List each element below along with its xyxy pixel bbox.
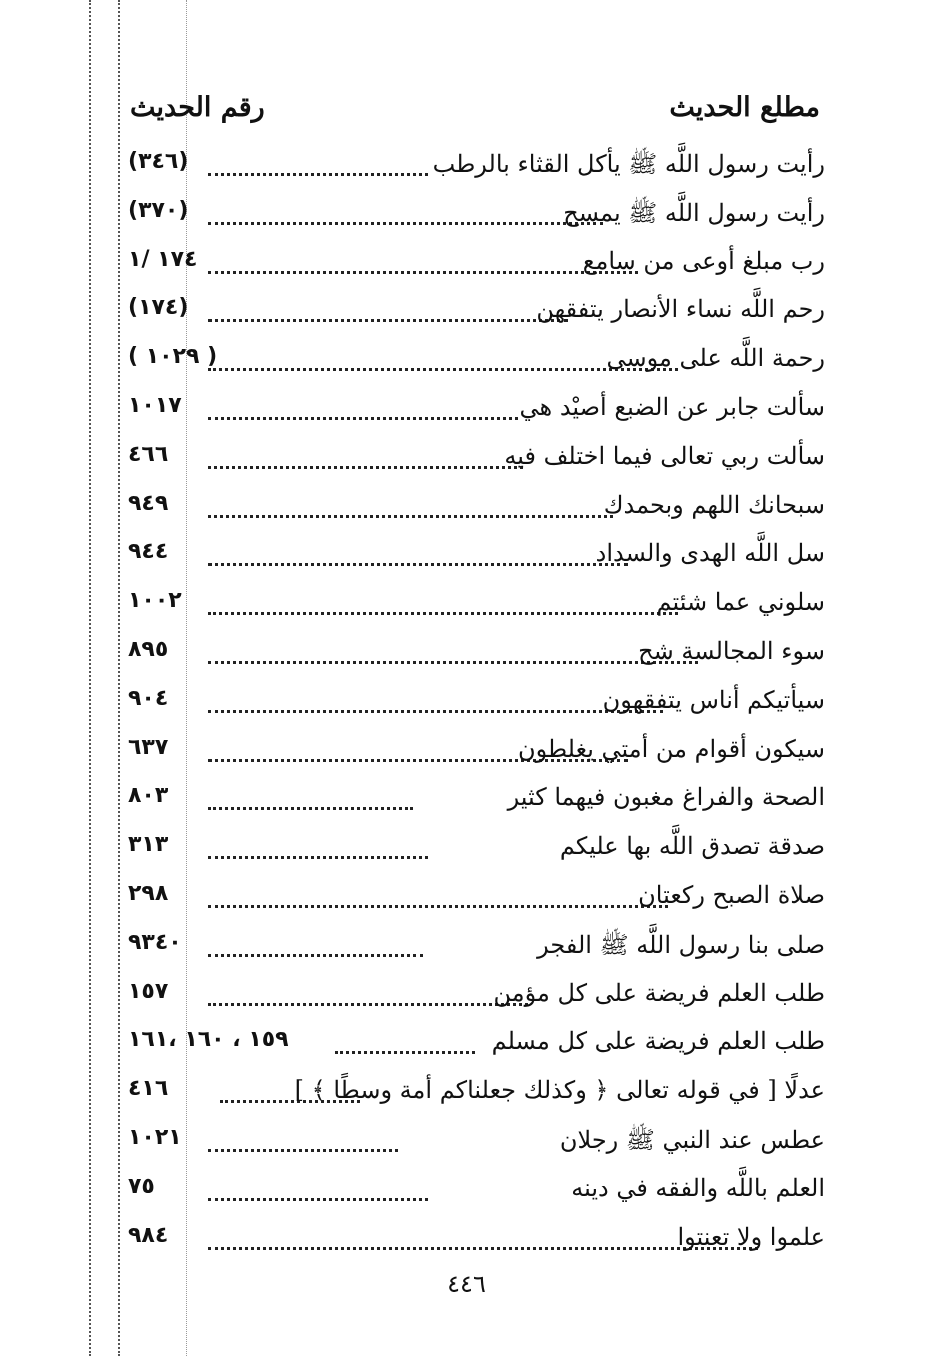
hadith-number: ٨٩٥: [128, 636, 169, 662]
hadith-number: ٩٤٤: [128, 539, 169, 565]
hadith-number: ١٠١٧: [128, 392, 182, 418]
hadith-opening-heading: مطلع الحديث: [669, 92, 820, 123]
index-entry-row: [120, 1021, 825, 1070]
hadith-number: ٦٣٧: [128, 734, 169, 760]
hadith-opening-text: العلم باللَّه والفقه في دينه: [571, 1173, 825, 1202]
hadith-opening-text: سلوني عما شئتم: [656, 588, 825, 617]
hadith-number: ٤٦٦: [128, 441, 169, 467]
index-entry-row: [120, 1119, 825, 1168]
hadith-number: ٩٤٩: [128, 490, 169, 516]
hadith-opening-text: صلى بنا رسول اللَّه ﷺ الفجر: [537, 930, 825, 959]
index-entry-row: [120, 387, 825, 436]
hadith-opening-text: سبحانك اللهم وبحمدك: [603, 490, 825, 519]
dot-leader: [208, 702, 663, 713]
dot-leader: [208, 946, 423, 957]
index-entry-row: [120, 973, 825, 1022]
dot-leader: [208, 214, 603, 225]
hadith-number: ٩٨٤: [128, 1222, 169, 1248]
hadith-opening-text: سيكون أقوام من أمتي يغلطون: [517, 734, 825, 763]
hadith-number: ١٥٧: [128, 978, 169, 1004]
index-entry-row: [120, 777, 825, 826]
index-entry-row: [120, 582, 825, 631]
index-header: [120, 92, 820, 136]
index-entry-row: [120, 1070, 825, 1119]
dot-leader: [208, 604, 678, 615]
index-entry-row: [120, 289, 825, 338]
hadith-opening-text: رأيت رسول اللَّه ﷺ يأكل القثاء بالرطب: [432, 150, 825, 178]
index-entry-row: [120, 631, 825, 680]
index-entry-row: [120, 436, 825, 485]
hadith-number: ٨٠٣: [128, 783, 169, 809]
hadith-number: ٩٠٤: [128, 685, 169, 711]
hadith-number: (٣٤٦): [128, 149, 189, 174]
hadith-opening-text: رأيت رسول اللَّه ﷺ يمسح: [563, 198, 825, 227]
index-entry-row: [120, 143, 825, 192]
dot-leader: [335, 1043, 475, 1054]
hadith-number: ٩٣٤٠: [128, 929, 182, 955]
page-number: ٤٤٦: [447, 1270, 486, 1298]
hadith-opening-text: سألت جابر عن الضبع أصيْد هي: [519, 392, 825, 421]
hadith-number: ١٠٢١: [128, 1124, 182, 1150]
hadith-opening-text: سيأتيكم أناس يتفقهون: [602, 685, 825, 714]
hadith-opening-text: صدقة تصدق اللَّه بها عليكم: [559, 832, 825, 861]
index-entry-row: [120, 192, 825, 241]
hadith-number: ١٠٠٢: [128, 588, 182, 614]
dot-leader: [208, 995, 528, 1006]
dot-leader: [208, 458, 523, 469]
dot-leader: [208, 897, 668, 908]
hadith-number: ٧٥: [128, 1173, 155, 1199]
dot-leader: [208, 311, 568, 322]
hadith-opening-text: سألت ربي تعالى فيما اختلف فيه: [504, 441, 825, 470]
hadith-number: ١٥٩ ، ١٦٠ ،١٦١: [128, 1027, 289, 1053]
dot-leader: [208, 1190, 428, 1201]
dot-leader: [208, 799, 413, 810]
hadith-number: ٤١٦: [128, 1076, 169, 1102]
hadith-number-heading: رقم الحديث: [130, 92, 265, 123]
hadith-opening-text: سل اللَّه الهدى والسداد: [595, 539, 825, 568]
hadith-number: ١٧٤ /١: [128, 246, 198, 272]
hadith-number: (٣٧٠): [128, 197, 189, 223]
hadith-opening-text: عدلًا [ في قوله تعالى ﴿ وكذلك جعلناكم أمة وسطًا ﴾ ]: [294, 1076, 825, 1105]
dot-leader: [208, 848, 428, 859]
hadith-number: ( ١٠٢٩ ): [128, 344, 218, 370]
hadith-opening-text: رب مبلغ أوعى من سامع: [582, 246, 825, 275]
index-entries: [120, 143, 825, 1265]
hadith-opening-text: سوء المجالسة شح: [638, 636, 825, 665]
index-entry-row: [120, 338, 825, 387]
dot-leader: [208, 507, 613, 518]
margin-dotted-line: [89, 0, 91, 1356]
hadith-number: ٢٩٨: [128, 880, 169, 906]
dot-leader: [208, 1141, 398, 1152]
hadith-opening-text: عطس عند النبي ﷺ رجلان: [559, 1125, 825, 1154]
index-entry-row: [120, 826, 825, 875]
dot-leader: [208, 1239, 758, 1250]
hadith-opening-text: الصحة والفراغ مغبون فيهما كثير: [507, 783, 825, 812]
dot-leader: [208, 165, 428, 176]
index-entry-row: [120, 1168, 825, 1217]
dot-leader: [208, 653, 698, 664]
index-entry-row: [120, 485, 825, 534]
index-entry-row: [120, 729, 825, 778]
hadith-opening-text: علموا ولا تعنتوا: [677, 1222, 825, 1251]
hadith-opening-text: رحمة اللَّه على موسى: [606, 344, 825, 373]
hadith-opening-text: طلب العلم فريضة على كل مؤمن: [493, 978, 825, 1007]
index-entry-row: [120, 924, 825, 973]
index-entry-row: [120, 680, 825, 729]
hadith-number: (١٧٤): [128, 295, 189, 321]
dot-leader: [208, 263, 638, 274]
hadith-number: ٣١٣: [128, 832, 169, 858]
hadith-opening-text: رحم اللَّه نساء الأنصار يتفقهن: [536, 295, 825, 324]
hadith-opening-text: طلب العلم فريضة على كل مسلم: [491, 1027, 825, 1056]
index-entry-row: [120, 1217, 825, 1266]
dot-leader: [208, 555, 628, 566]
hadith-opening-text: صلاة الصبح ركعتان: [638, 880, 825, 909]
index-entry-row: [120, 533, 825, 582]
index-entry-row: [120, 241, 825, 290]
dot-leader: [208, 409, 518, 420]
index-entry-row: [120, 875, 825, 924]
